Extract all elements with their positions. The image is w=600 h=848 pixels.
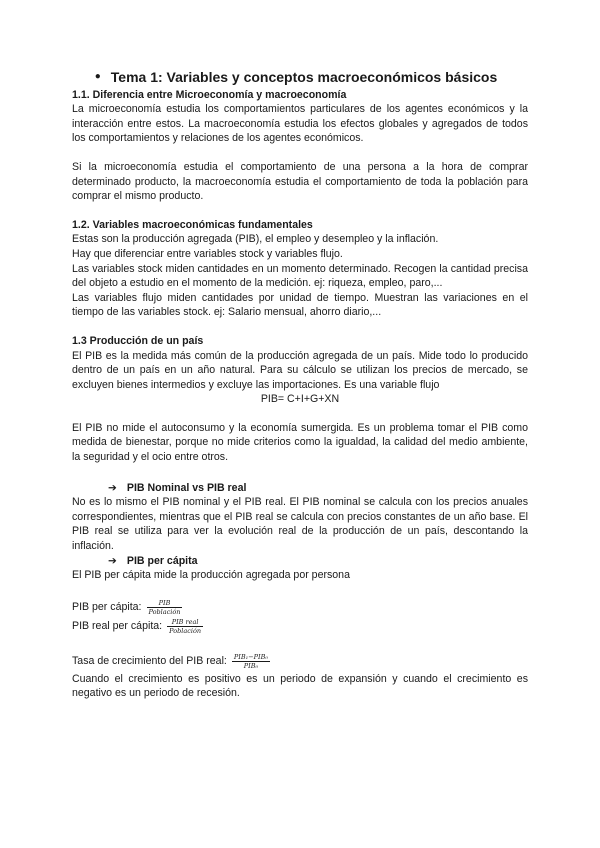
section-heading-1-3: 1.3 Producción de un país [72, 334, 204, 347]
formula-pib-real-per-capita [72, 618, 528, 635]
formula-label: Tasa de crecimiento del PIB real: [72, 655, 227, 668]
numerator: PIB [158, 598, 171, 607]
fraction [147, 599, 183, 616]
subheading-text: PIB Nominal vs PIB real [126, 481, 247, 494]
arrow-icon: ➔ [108, 554, 117, 567]
pib-formula: PIB= C+I+G+XN [260, 393, 340, 406]
formula-label: PIB per cápita: [72, 601, 142, 614]
paragraph: Estas son la producción agregada (PIB), el empleo y desempleo y la inflación. [72, 233, 439, 246]
formula-pib-per-capita [72, 599, 528, 616]
paragraph: El PIB es la medida más común de la producción agregada de un país. Mide todo lo producido dentro de un país en un año natural. Para su cálculo se utilizan los precios de mercado, se excluyen bienes intermedios y excluye las importaciones. Es una variable flujo [72, 349, 528, 391]
document-page [72, 70, 528, 701]
denominator: Población [169, 626, 202, 635]
paragraph: Si la microeconomía estudia el comportamiento de una persona a la hora de comprar determinado producto, la macroeconomía estudia el comportamiento de toda la población para comprar el mismo producto. [72, 160, 528, 203]
fraction [232, 653, 270, 670]
paragraph: El PIB no mide el autoconsumo y la economía sumergida. Es un problema tomar el PIB como medida de bienestar, porque no mide criterios como la igualdad, la calidad del medio ambiente, la seguridad y el ocio entre otros. [72, 421, 528, 464]
subheading-nominal-vs-real [108, 481, 528, 496]
bullet-icon: ● [94, 71, 101, 82]
formula-growth-rate [72, 653, 528, 670]
subheading-per-capita [108, 554, 528, 569]
denominator: PIB₀ [243, 661, 259, 670]
formula-label: PIB real per cápita: [72, 620, 163, 633]
numerator: PIB real [171, 617, 199, 626]
paragraph: El PIB per cápita mide la producción agregada por persona [72, 569, 350, 582]
subheading-text: PIB per cápita [126, 554, 198, 567]
paragraph: Las variables flujo miden cantidades por unidad de tiempo. Muestran las variaciones en el tiempo de las variables stock. ej: Salario mensual, ahorro diario,... [72, 291, 528, 319]
paragraph: No es lo mismo el PIB nominal y el PIB real. El PIB nominal se calcula con los precios anuales correspondientes, mientras que el PIB real se calcula con precios constantes de un año base. El PIB real se utiliza para ver la evolución real de la producción de un país, descontando la inflación. [72, 496, 528, 553]
paragraph: Las variables stock miden cantidades en un momento determinado. Recogen la cantidad precisa del objeto a estudio en el momento de la medición. ej: riqueza, empleo, paro,... [72, 262, 528, 290]
numerator: PIB₁−PIB₀ [233, 652, 268, 661]
paragraph: La microeconomía estudia los comportamientos particulares de los agentes económicos y la interacción entre estos. La macroeconomía estudia los efectos globales y agregados de todos los comportamientos y relaciones de los agentes económicos. [72, 103, 528, 145]
section-heading-1-1: 1.1. Diferencia entre Microeconomía y macroeconomía [72, 88, 347, 101]
fraction [167, 618, 203, 635]
section-heading-1-2: 1.2. Variables macroeconómicas fundamentales [72, 218, 313, 231]
denominator: Población [148, 607, 181, 616]
paragraph: Hay que diferenciar entre variables stock y variables flujo. [72, 247, 343, 260]
title-text: Tema 1: Variables y conceptos macroeconómicos básicos [110, 69, 498, 85]
paragraph: Cuando el crecimiento es positivo es un periodo de expansión y cuando el crecimiento es negativo es un periodo de recesión. [72, 672, 528, 700]
arrow-icon: ➔ [108, 481, 117, 494]
page-title [64, 70, 528, 85]
